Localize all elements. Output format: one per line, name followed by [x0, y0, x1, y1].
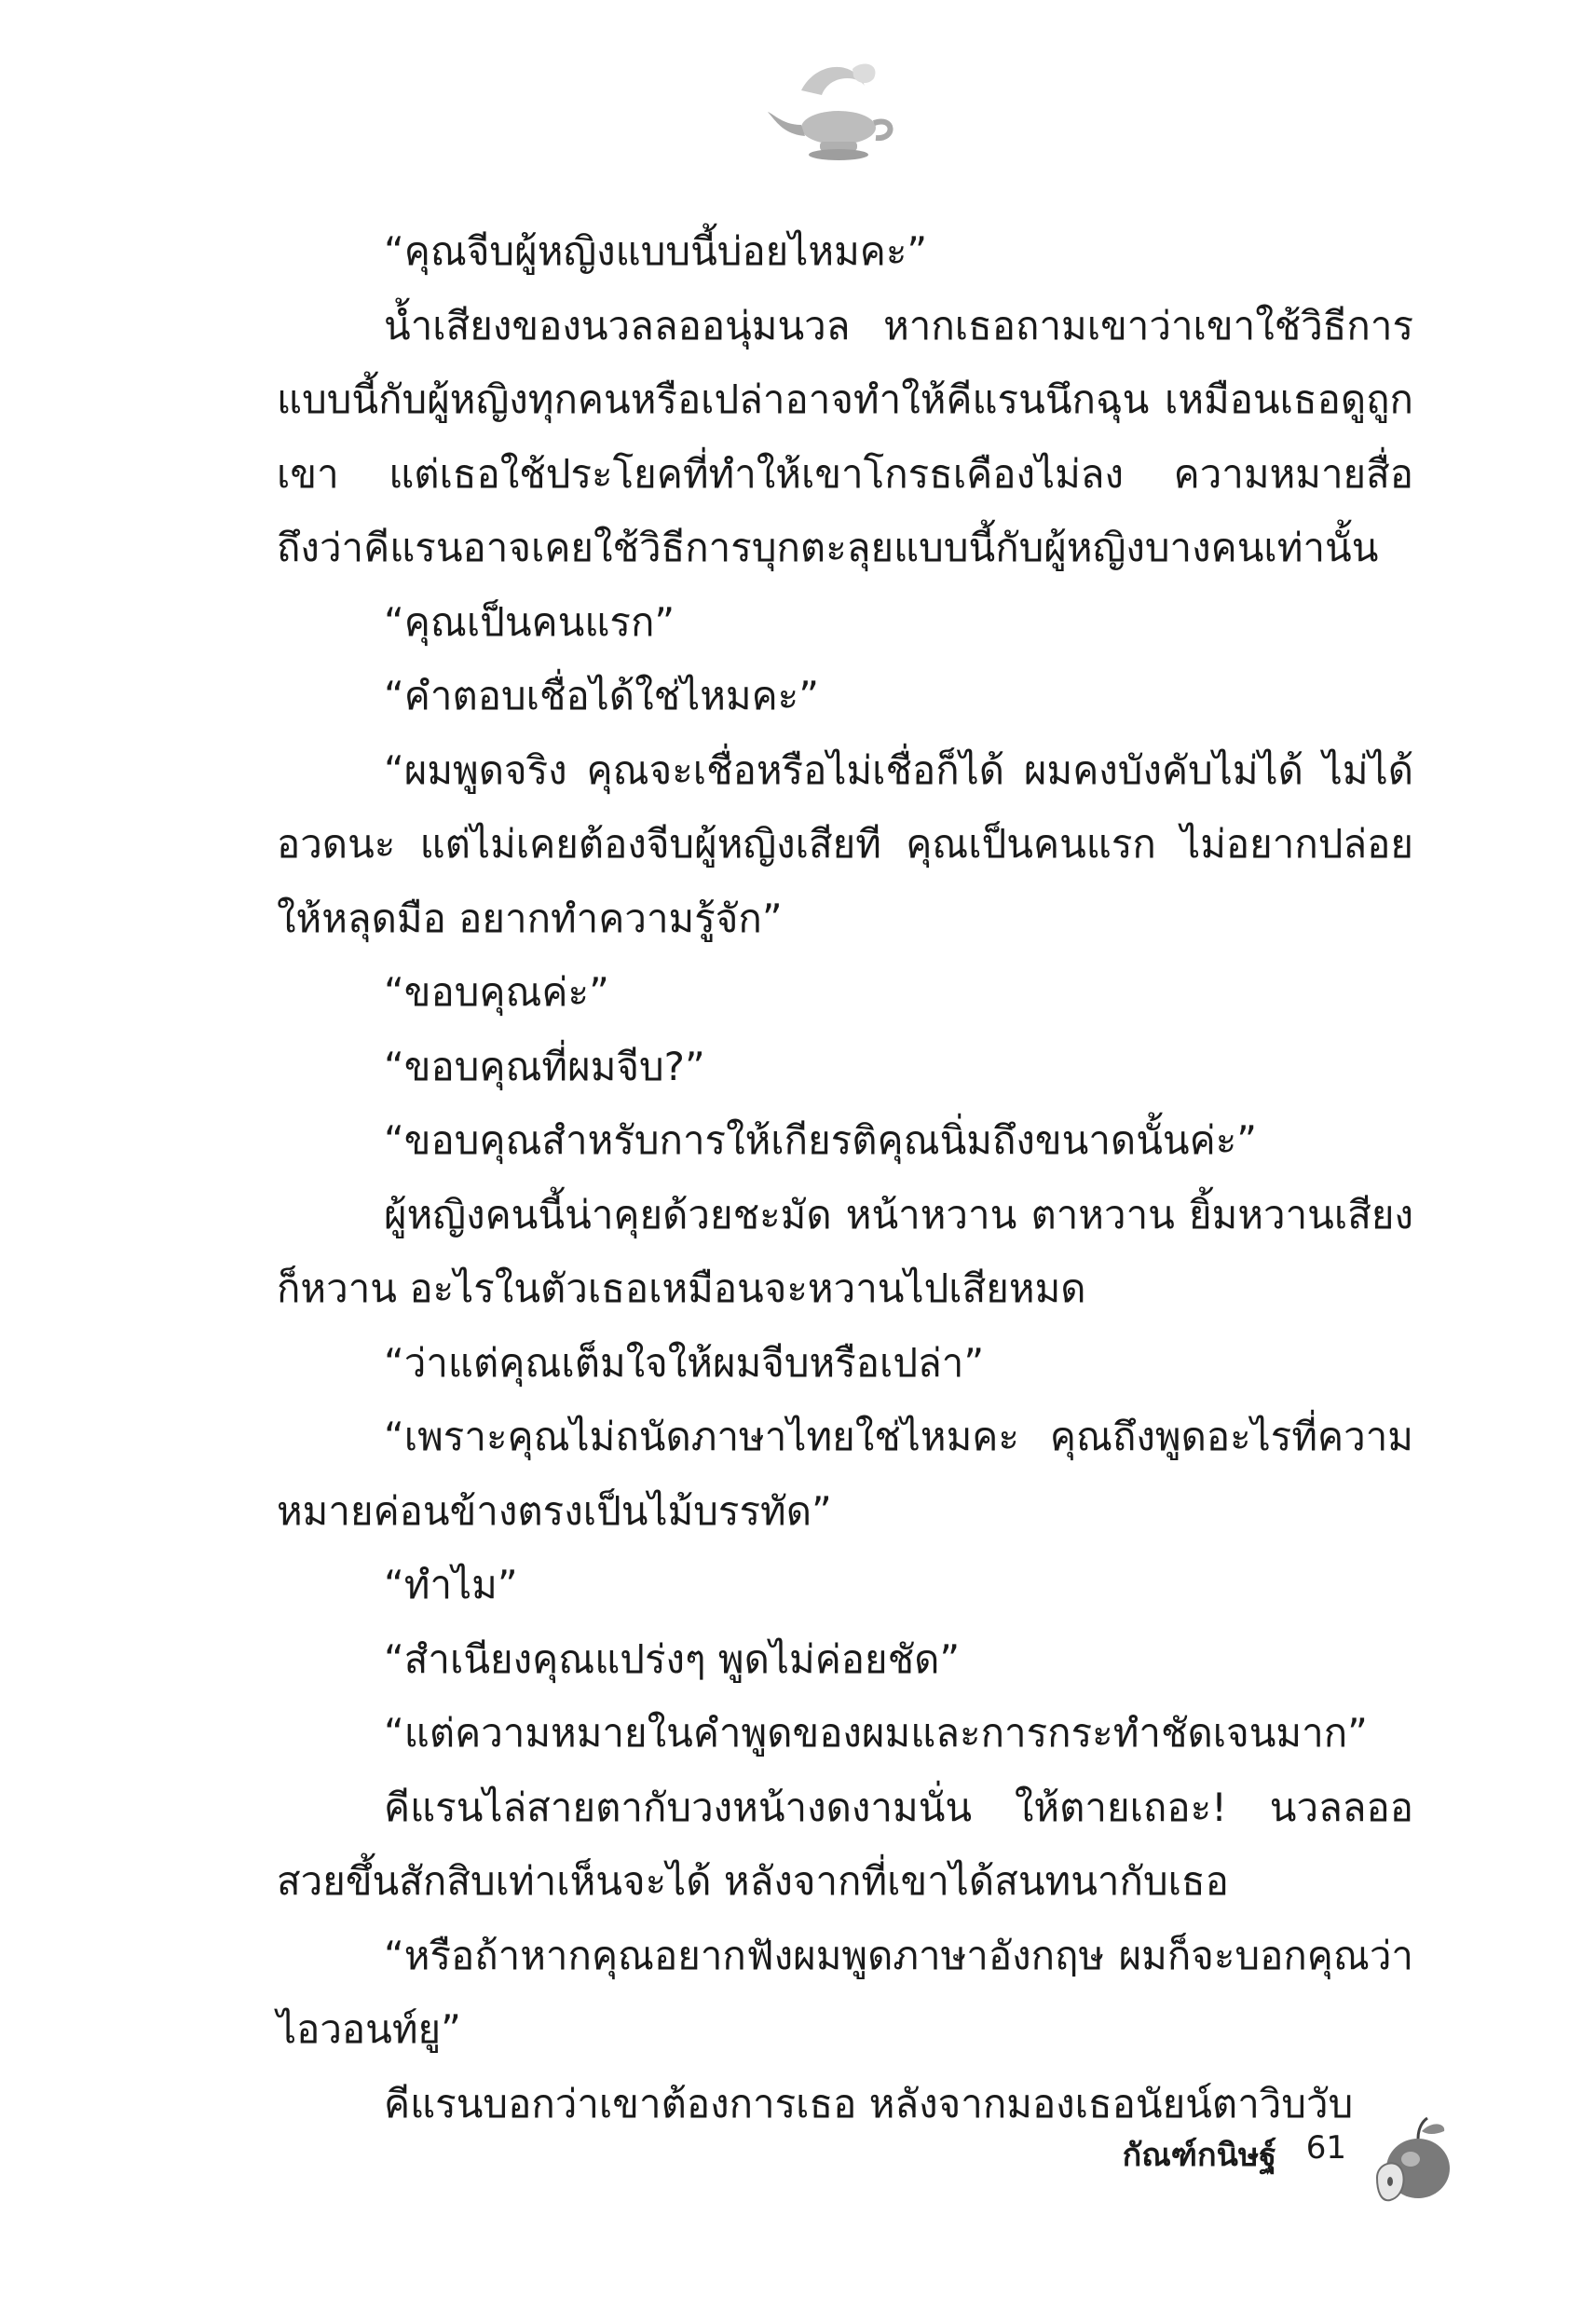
- page-footer: [1044, 2111, 1491, 2213]
- paragraph: คีแรนบอกว่าเขาต้องการเธอ หลังจากมองเธอนัยน์ตาวิบวับ: [384, 2080, 1354, 2126]
- paragraph: “เพราะคุณไม่ถนัดภาษาไทยใช่ไหมคะ คุณถึงพูดอะไรที่ความหมายค่อนข้างตรงเป็นไม้บรรทัด”: [277, 1414, 1413, 1534]
- paragraph: “คุณจีบผู้หญิงแบบนี้บ่อยไหมคะ”: [384, 228, 928, 274]
- paragraph: “ผมพูดจริง คุณจะเชื่อหรือไม่เชื่อก็ได้ ผมคงบังคับไม่ได้ ไม่ได้อวดนะ แต่ไม่เคยต้องจีบผู้หญิงเสียที คุณเป็นคนแรก ไม่อยากปล่อยให้หลุดมือ อยากทำความรู้จัก”: [277, 746, 1413, 941]
- paragraph: ผู้หญิงคนนี้น่าคุยด้วยชะมัด หน้าหวาน ตาหวาน ยิ้มหวานเสียงก็หวาน อะไรในตัวเธอเหมือนจะหวานไปเสียหมด: [277, 1191, 1413, 1311]
- paragraph: “คุณเป็นคนแรก”: [384, 598, 675, 645]
- apple-icon: [1360, 2111, 1463, 2213]
- paragraph: “ว่าแต่คุณเต็มใจให้ผมจีบหรือเปล่า”: [384, 1339, 985, 1386]
- paragraph: “สำเนียงคุณแปร่งๆ พูดไม่ค่อยชัด”: [384, 1635, 961, 1682]
- paragraph: “คำตอบเชื่อได้ใช่ไหมคะ”: [384, 673, 820, 718]
- paragraph: “ขอบคุณที่ผมจีบ?”: [384, 1043, 705, 1089]
- paragraph: “แต่ความหมายในคำพูดของผมและการกระทำชัดเจนมาก”: [384, 1710, 1368, 1756]
- genie-lamp-icon: [764, 58, 904, 170]
- body-text: [277, 214, 1413, 2140]
- paragraph: “ขอบคุณค่ะ”: [384, 969, 609, 1015]
- paragraph: “ขอบคุณสำหรับการให้เกียรติคุณนิ่มถึงขนาดนั้นค่ะ”: [384, 1117, 1258, 1163]
- paragraph: น้ำเสียงของนวลลออนุ่มนวล หากเธอถามเขาว่าเขาใช้วิธีการแบบนี้กับผู้หญิงทุกคนหรือเปล่าอาจทำให้คีแรนนึกฉุน เหมือนเธอดูถูกเขา แต่เธอใช้ประโยคที่ทำให้เขาโกรธเคืองไม่ลง ความหมายสื่อถึงว่าคีแรนอาจเคยใช้วิธีการบุกตะลุยแบบนี้กับผู้หญิงบางคนเท่านั้น: [277, 302, 1413, 570]
- page-number: 61: [1305, 2129, 1346, 2167]
- paragraph: คีแรนไล่สายตากับวงหน้างดงามนั่น ให้ตายเถอะ! นวลลออสวยขึ้นสักสิบเท่าเห็นจะได้ หลังจากที่เขาได้สนทนากับเธอ: [277, 1784, 1413, 1904]
- paragraph: “หรือถ้าหากคุณอยากฟังผมพูดภาษาอังกฤษ ผมก็จะบอกคุณว่าไอวอนท์ยู”: [277, 1932, 1413, 2052]
- book-title: กัณฑ์กนิษฐ์: [1122, 2137, 1276, 2174]
- paragraph: “ทำไม”: [384, 1562, 518, 1607]
